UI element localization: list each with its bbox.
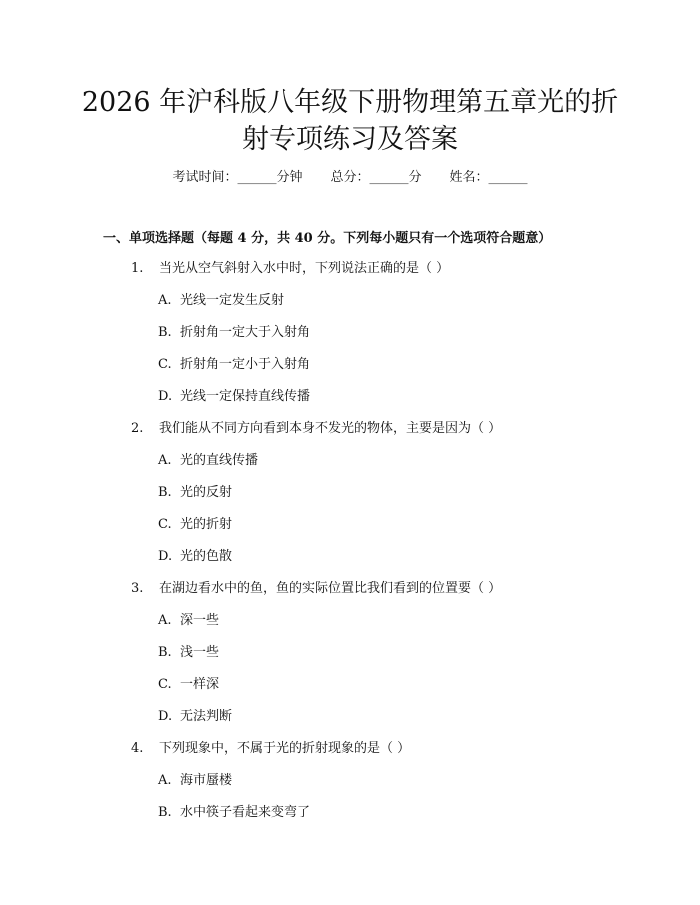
question-2-option-b [158, 482, 232, 504]
question-2-option-c [158, 514, 232, 536]
question-3-option-b [158, 642, 219, 664]
option-text: 光的折射 [180, 517, 233, 532]
option-letter: C. [158, 677, 172, 692]
total-score-label: 总分：______分 [330, 170, 422, 185]
question-3-option-c [158, 674, 219, 696]
exam-meta-row [0, 168, 700, 188]
question-text: 我们能从不同方向看到本身不发光的物体，主要是因为（ ） [159, 421, 502, 436]
option-letter: D. [158, 389, 173, 404]
option-letter: C. [158, 517, 172, 532]
question-text: 当光从空气斜射入水中时，下列说法正确的是（ ） [159, 261, 450, 276]
option-text: 光的直线传播 [180, 453, 259, 468]
option-letter: B. [158, 325, 172, 340]
question-text: 下列现象中，不属于光的折射现象的是（ ） [159, 741, 411, 756]
question-number: 2. [131, 421, 144, 436]
option-text: 浅一些 [180, 645, 220, 660]
option-letter: A. [158, 293, 172, 308]
question-1-option-b [158, 322, 310, 344]
question-4-option-b [158, 802, 310, 824]
option-text: 一样深 [180, 677, 220, 692]
option-letter: B. [158, 485, 172, 500]
option-letter: D. [158, 549, 173, 564]
option-text: 折射角一定小于入射角 [180, 357, 311, 372]
question-2-option-d [158, 546, 232, 568]
option-text: 光的反射 [180, 485, 233, 500]
option-letter: B. [158, 645, 172, 660]
exam-time-label: 考试时间：______分钟 [172, 170, 303, 185]
question-3-option-a [158, 610, 219, 632]
option-text: 光线一定发生反射 [180, 293, 285, 308]
question-number: 3. [131, 581, 144, 596]
question-1-option-d [158, 386, 310, 408]
option-letter: C. [158, 357, 172, 372]
option-letter: A. [158, 453, 172, 468]
section-heading-single-choice: 一、单项选择题（每题 4 分，共 40 分。下列每小题只有一个选项符合题意） [103, 231, 552, 246]
option-text: 无法判断 [180, 709, 233, 724]
option-text: 光线一定保持直线传播 [180, 389, 311, 404]
question-3-option-d [158, 706, 232, 728]
question-4 [131, 738, 410, 760]
option-text: 深一些 [180, 613, 220, 628]
question-number: 1. [131, 261, 144, 276]
student-name-label: 姓名：______ [449, 170, 528, 185]
question-3 [131, 578, 501, 600]
page-title-line-2: 射专项练习及答案 [242, 124, 458, 155]
question-1 [131, 258, 449, 280]
question-1-option-a [158, 290, 284, 312]
option-letter: A. [158, 773, 172, 788]
option-text: 光的色散 [180, 549, 233, 564]
question-text: 在湖边看水中的鱼，鱼的实际位置比我们看到的位置要（ ） [159, 581, 502, 596]
question-2-option-a [158, 450, 258, 472]
question-2 [131, 418, 501, 440]
option-letter: D. [158, 709, 173, 724]
question-4-option-a [158, 770, 232, 792]
option-text: 水中筷子看起来变弯了 [180, 805, 311, 820]
page-title-line-1: 2026 年沪科版八年级下册物理第五章光的折 [81, 87, 619, 118]
option-text: 折射角一定大于入射角 [180, 325, 311, 340]
option-text: 海市蜃楼 [180, 773, 233, 788]
question-number: 4. [131, 741, 144, 756]
option-letter: A. [158, 613, 172, 628]
option-letter: B. [158, 805, 172, 820]
question-1-option-c [158, 354, 310, 376]
